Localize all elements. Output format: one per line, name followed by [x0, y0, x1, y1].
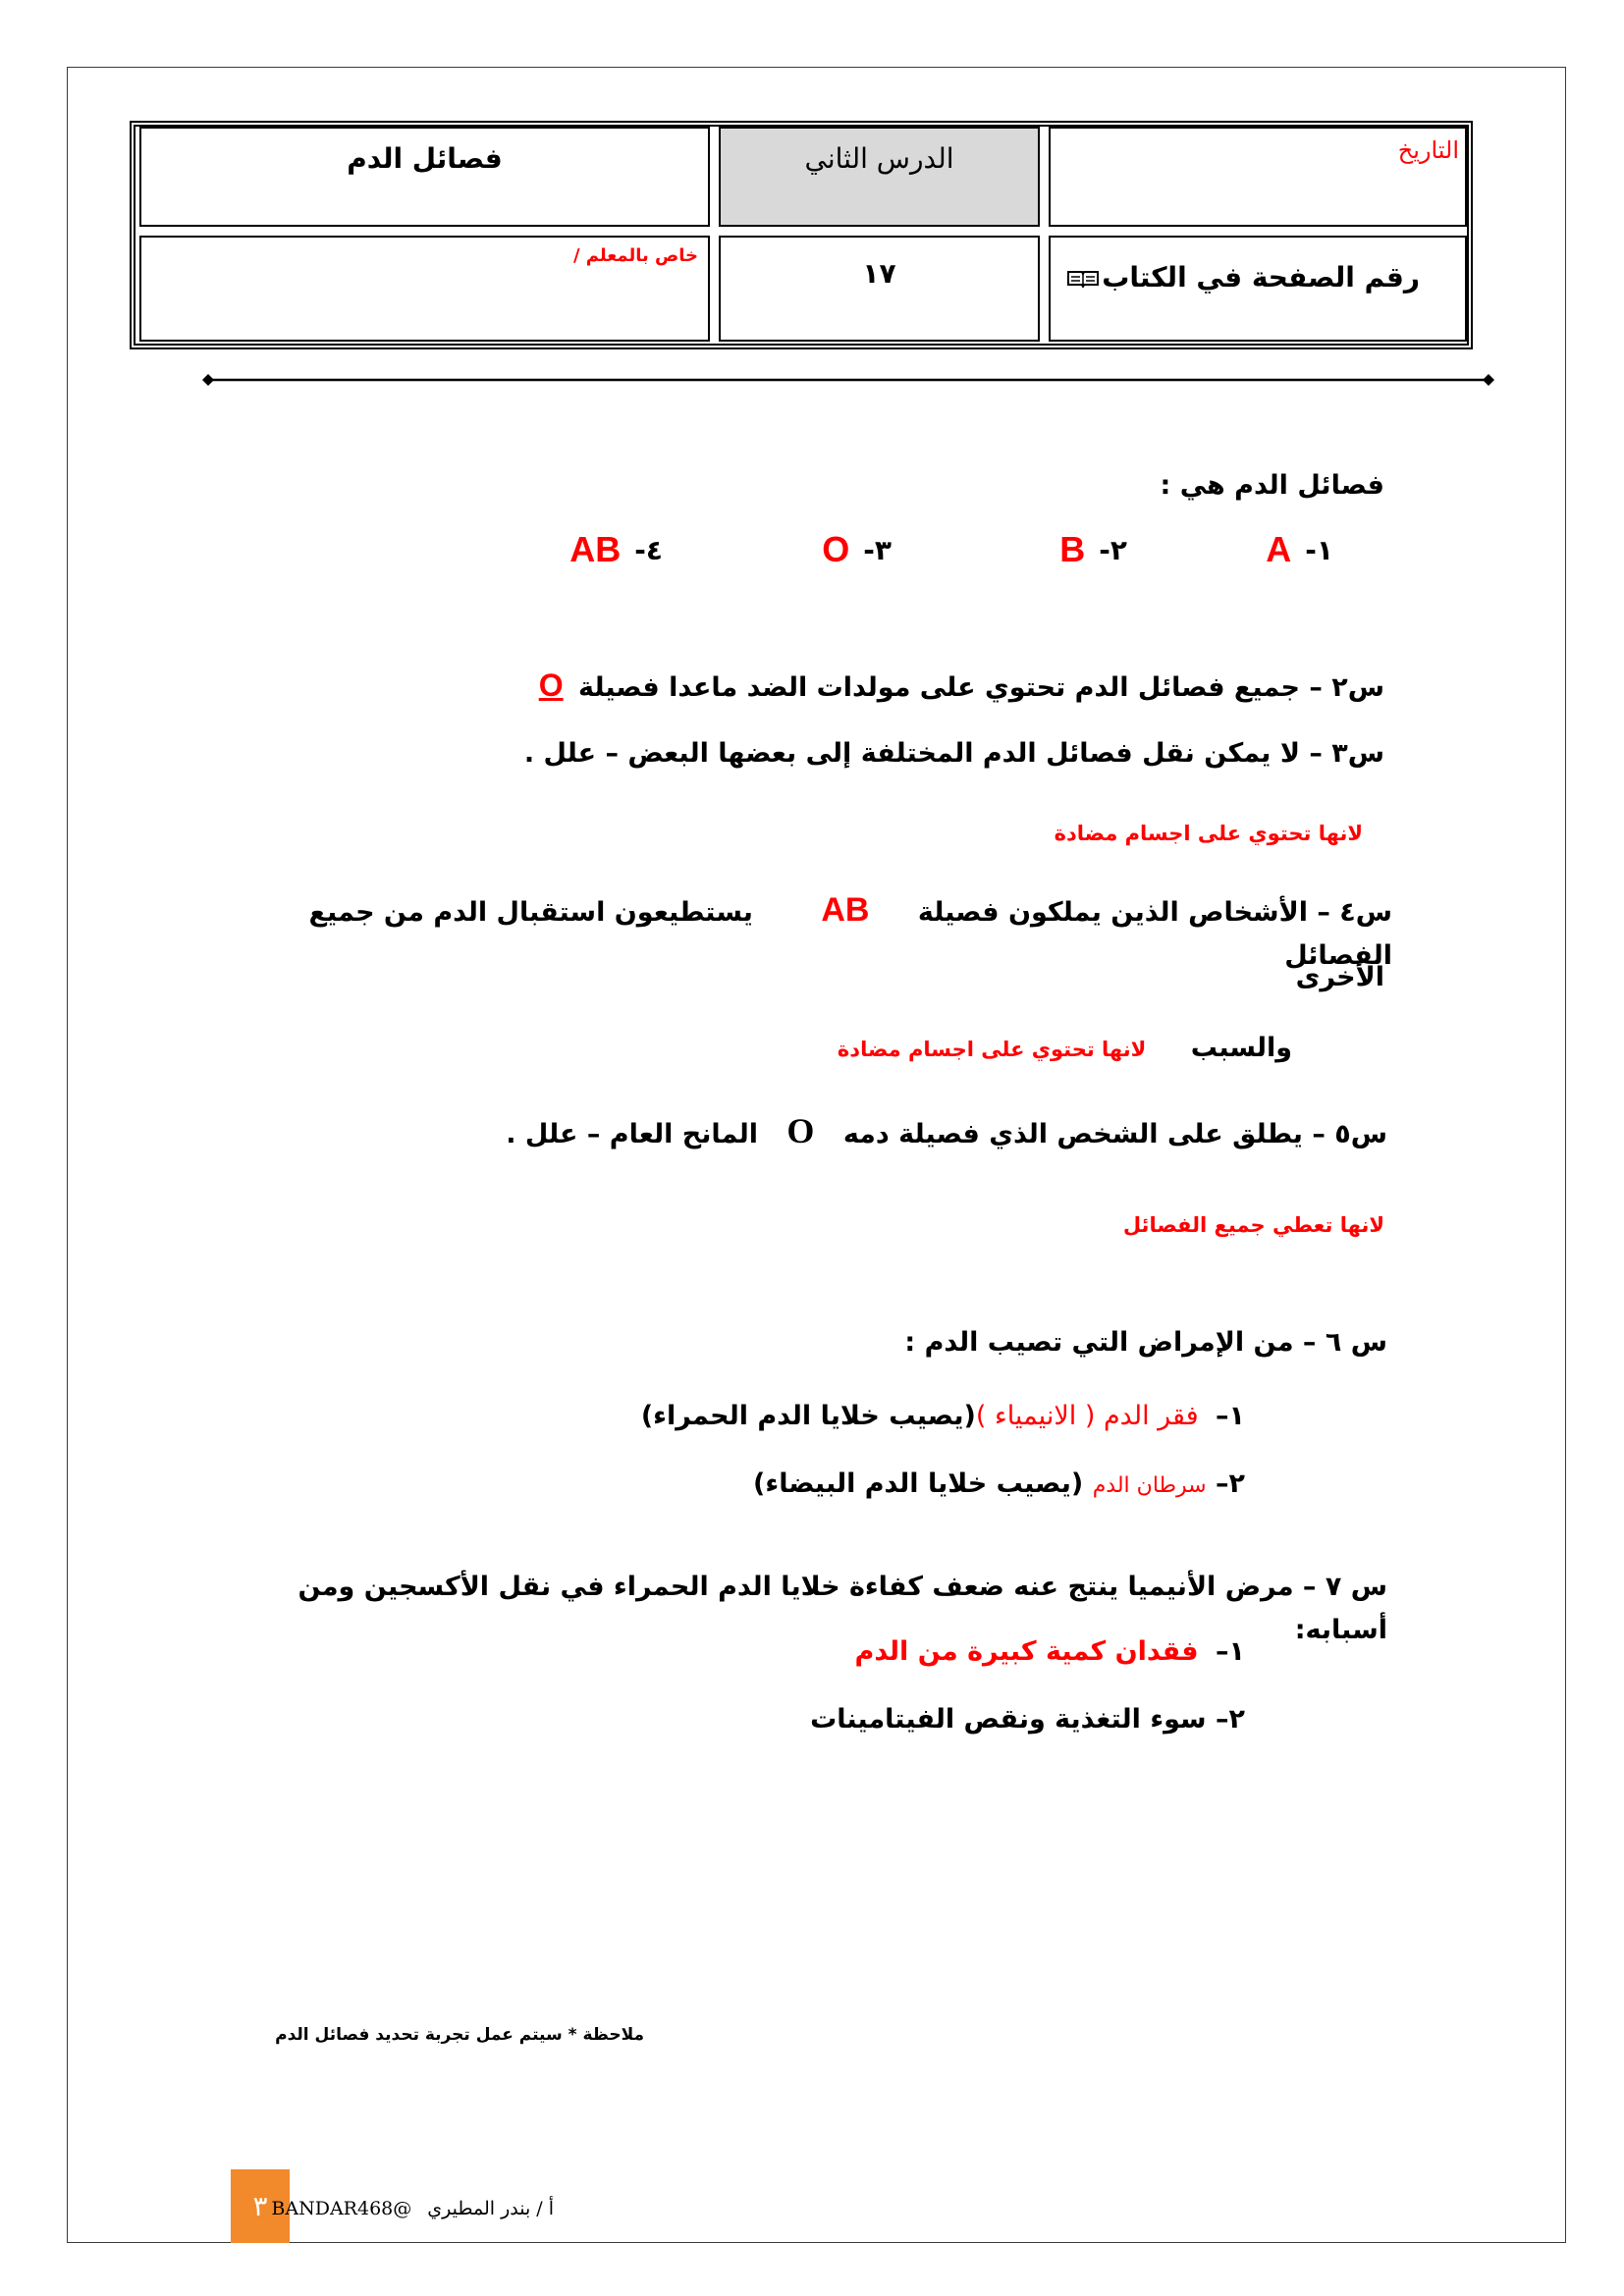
group-letter: A: [1266, 529, 1292, 569]
intro-line: فصائل الدم هي :: [1160, 470, 1384, 501]
group-item-o: [822, 525, 892, 574]
item-highlight: فقر الدم ( الانيمياء ): [975, 1401, 1199, 1431]
group-number: ٣-: [863, 533, 892, 566]
question-4-continuation: الأخرى: [1295, 962, 1384, 992]
question-4-reason: [838, 1027, 1292, 1071]
teacher-cell: [139, 236, 710, 342]
question-6-item-1: [641, 1395, 1245, 1438]
page-number-cell: [719, 236, 1040, 342]
open-book-icon: [1066, 268, 1100, 288]
question-5-text-after: المانح العام – علل .: [506, 1119, 758, 1149]
group-letter: AB: [569, 529, 622, 569]
question-5-answer: لانها تعطي جميع الفصائل: [1122, 1213, 1384, 1237]
question-3-answer: لانها تحتوي على اجسام مضادة: [1054, 822, 1363, 845]
question-5-text-before: س٥ – يطلق على الشخص الذي فصيلة دمه: [842, 1119, 1387, 1149]
group-item-a: [1266, 525, 1333, 574]
question-5-blood-type: O: [786, 1111, 815, 1150]
group-number: ١-: [1305, 533, 1333, 566]
footer-author: أ / بندر المطيري: [427, 2198, 554, 2219]
reason-answer: لانها تحتوي على اجسام مضادة: [837, 1038, 1147, 1061]
page-ref: [1066, 261, 1420, 294]
item-rest: سوء التغذية ونقص الفيتامينات: [810, 1704, 1207, 1735]
item-number: ٢–: [1216, 1704, 1245, 1735]
page-ref-label: رقم الصفحة في الكتاب: [1102, 261, 1420, 294]
group-item-b: [1059, 525, 1127, 574]
question-3: س٣ – لا يمكن نقل فصائل الدم المختلفة إلى بعضها البعض – علل .: [523, 738, 1384, 769]
question-2-text: س٢ – جميع فصائل الدم تحتوي على مولدات الضد ماعدا فصيلة: [578, 672, 1384, 703]
teacher-label: خاص بالمعلم /: [572, 245, 698, 266]
group-number: ٢-: [1099, 533, 1127, 566]
lesson-label: الدرس الثاني: [804, 142, 954, 175]
question-4-text-after: يستطيعون استقبال الدم من جميع الفصائل: [308, 897, 1392, 971]
footer-handle: @BANDAR468: [271, 2198, 412, 2219]
item-number: ٢–: [1216, 1468, 1245, 1499]
item-number: ١–: [1216, 1401, 1245, 1431]
item-rest: (يصيب خلايا الدم الحمراء): [640, 1401, 976, 1431]
question-2: [533, 664, 1384, 710]
group-letter: O: [822, 529, 850, 569]
question-7: س ٧ – مرض الأنيميا ينتج عنه ضعف كفاءة خلايا الدم الحمراء في نقل الأكسجين ومن أسبابه:: [298, 1572, 1387, 1645]
question-7-item-1: [855, 1630, 1245, 1674]
lesson-cell: [719, 127, 1040, 227]
question-4: [236, 888, 1392, 978]
footer-page-number: ٣: [231, 2169, 290, 2243]
question-7-item-2: [810, 1698, 1245, 1741]
question-4-text-before: س٤ – الأشخاص الذين يملكون فصيلة: [917, 897, 1392, 928]
group-letter: B: [1059, 529, 1086, 569]
question-2-blood-type: O: [538, 667, 564, 703]
item-highlight: فقدان كمية كبيرة من الدم: [854, 1636, 1199, 1667]
group-item-ab: [569, 525, 663, 574]
topic-cell: [139, 127, 710, 227]
item-highlight: سرطان الدم: [1092, 1473, 1207, 1498]
book-page-number: ١٧: [862, 257, 896, 290]
question-6: س ٦ – من الإمراض التي تصيب الدم :: [904, 1327, 1387, 1358]
section-divider: [201, 370, 1495, 390]
group-number: ٤-: [634, 533, 663, 566]
item-number: ١–: [1216, 1636, 1245, 1667]
experiment-note: ملاحظة * سيتم عمل تجربة تحديد فصائل الدم: [275, 2025, 644, 2045]
question-5: [506, 1109, 1387, 1156]
question-4-blood-type: AB: [821, 891, 870, 929]
question-6-item-2: [753, 1463, 1245, 1508]
topic-title: فصائل الدم: [347, 142, 503, 175]
footer-credit: [271, 2195, 554, 2222]
page-ref-cell: [1049, 236, 1467, 342]
date-cell: [1049, 127, 1467, 227]
date-label: التاريخ: [1397, 136, 1459, 164]
item-rest: (يصيب خلايا الدم البيضاء): [753, 1468, 1084, 1499]
reason-label: والسبب: [1190, 1033, 1292, 1063]
